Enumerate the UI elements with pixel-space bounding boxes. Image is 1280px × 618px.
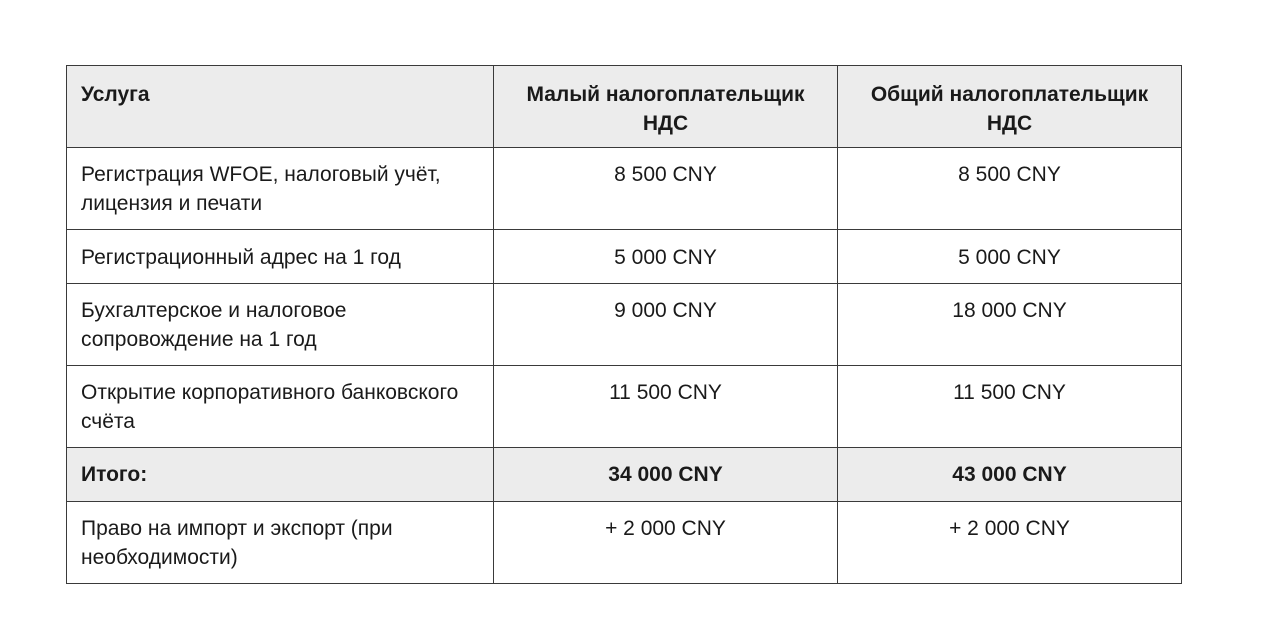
small-price: 9 000 CNY <box>614 299 717 322</box>
small-price: 5 000 CNY <box>614 246 717 269</box>
general-price-cell <box>838 284 1182 366</box>
table-row <box>67 502 1182 584</box>
service-name: Открытие корпоративного банковского счёта <box>81 381 459 433</box>
small-price: + 2 000 CNY <box>605 517 726 540</box>
general-price-cell <box>838 148 1182 230</box>
header-general-taxpayer <box>838 66 1182 148</box>
service-name: Бухгалтерское и налоговое сопровождение на 1 год <box>81 299 347 351</box>
service-name: Регистрационный адрес на 1 год <box>81 246 401 269</box>
total-general-price: 43 000 CNY <box>952 463 1067 486</box>
general-price-cell <box>838 230 1182 284</box>
header-service <box>67 66 494 148</box>
header-general-taxpayer-label: Общий налогоплательщик НДС <box>870 83 1149 135</box>
general-price: 18 000 CNY <box>952 299 1067 322</box>
general-price-cell <box>838 366 1182 448</box>
small-price: 8 500 CNY <box>614 163 717 186</box>
total-general-cell <box>838 448 1182 502</box>
table-row <box>67 284 1182 366</box>
total-label-cell <box>67 448 494 502</box>
small-price-cell <box>494 148 838 230</box>
service-cell <box>67 366 494 448</box>
header-small-taxpayer <box>494 66 838 148</box>
service-cell <box>67 148 494 230</box>
small-price-cell <box>494 502 838 584</box>
table-row <box>67 230 1182 284</box>
general-price: 8 500 CNY <box>958 163 1061 186</box>
total-small-cell <box>494 448 838 502</box>
total-label: Итого: <box>81 463 148 486</box>
general-price: + 2 000 CNY <box>949 517 1070 540</box>
table-row <box>67 366 1182 448</box>
general-price: 5 000 CNY <box>958 246 1061 269</box>
small-price-cell <box>494 366 838 448</box>
header-service-label: Услуга <box>81 83 150 106</box>
small-price-cell <box>494 284 838 366</box>
table-header-row <box>67 66 1182 148</box>
general-price: 11 500 CNY <box>953 381 1066 404</box>
service-cell <box>67 502 494 584</box>
small-price-cell <box>494 230 838 284</box>
service-name: Регистрация WFOE, налоговый учёт, лицензия и печати <box>81 163 441 215</box>
small-price: 11 500 CNY <box>609 381 722 404</box>
service-cell <box>67 230 494 284</box>
header-small-taxpayer-label: Малый налогоплательщик НДС <box>526 83 805 135</box>
general-price-cell <box>838 502 1182 584</box>
total-row <box>67 448 1182 502</box>
service-cell <box>67 284 494 366</box>
service-name: Право на импорт и экспорт (при необходимости) <box>81 517 393 569</box>
table-row <box>67 148 1182 230</box>
total-small-price: 34 000 CNY <box>608 463 723 486</box>
pricing-table <box>66 65 1182 584</box>
